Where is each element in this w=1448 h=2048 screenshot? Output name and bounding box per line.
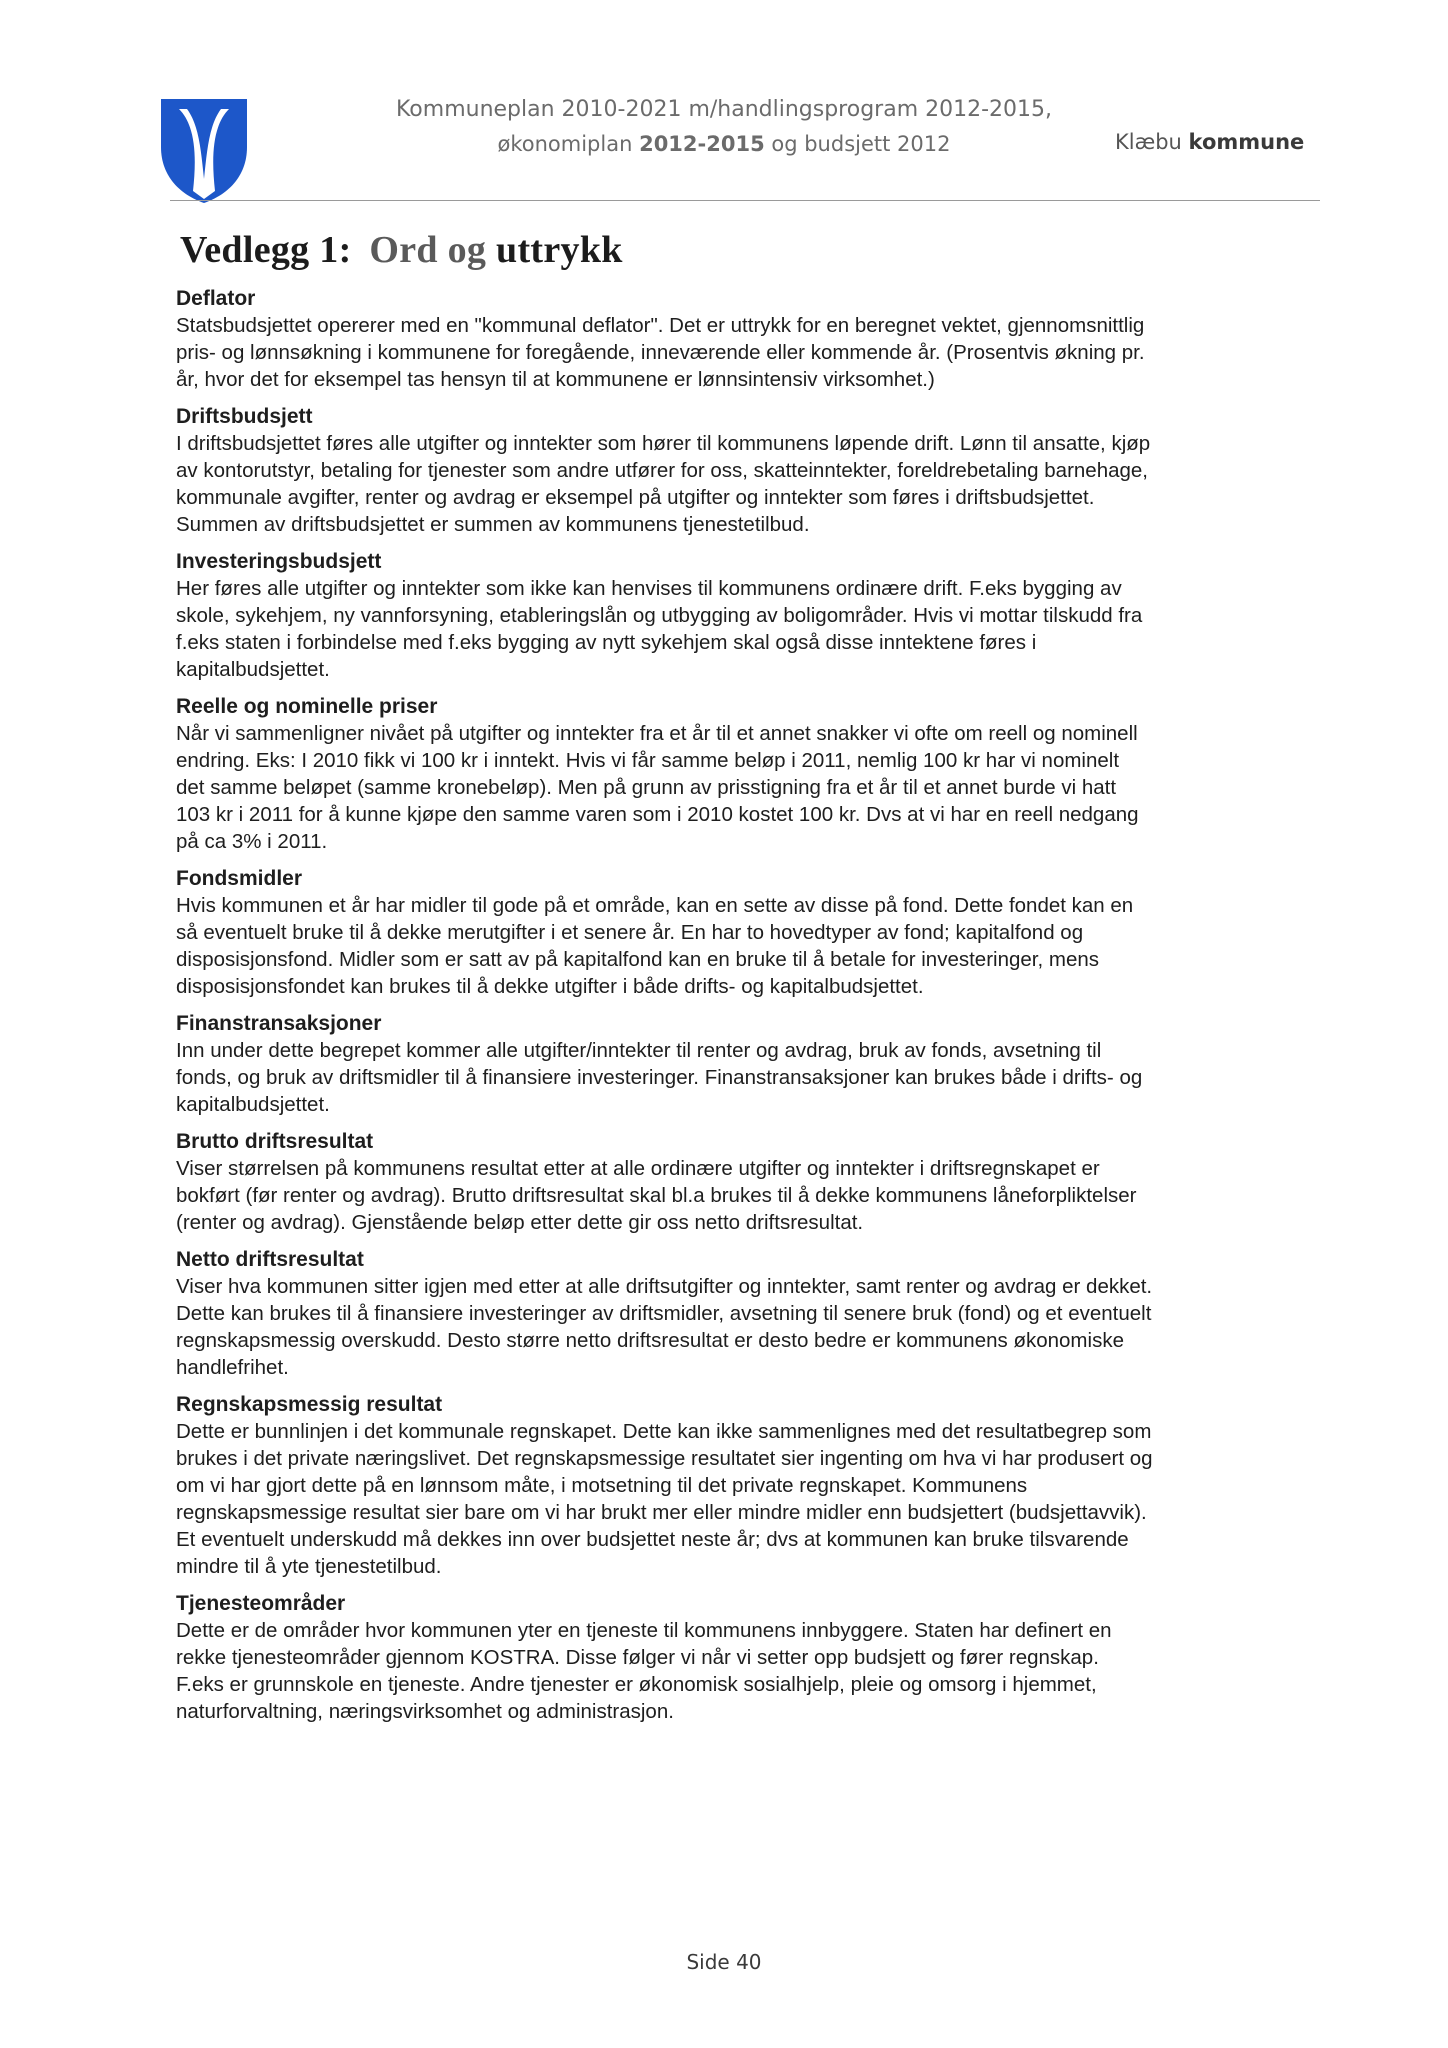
glossary-entry [176, 403, 1316, 538]
glossary-definition-line: regnskapsmessige resultat sier bare om vi har brukt mer eller mindre midler enn budsjettert (budsjettavvik). [176, 1501, 1147, 1524]
glossary-entry [176, 285, 1316, 393]
glossary-definition-line: disposisjonsfond. Midler som er satt av på kapitalfond kan en bruke til å betale for investeringer, mens [176, 948, 1099, 971]
glossary-entry [176, 865, 1316, 1000]
glossary-definition-line: brukes i det private næringslivet. Det regnskapsmessige resultatet sier ingenting om hva vi har produsert og [176, 1447, 1153, 1470]
page-header [0, 0, 1448, 205]
plan-title-line-2-prefix: økonomiplan [497, 132, 640, 156]
glossary-definition-line: på ca 3% i 2011. [176, 830, 328, 853]
page-number: Side 40 [686, 1950, 762, 1974]
glossary-definition-line: Summen av driftsbudsjettet er summen av kommunens tjenestetilbud. [176, 513, 810, 536]
glossary-entry [176, 548, 1316, 683]
header-divider [170, 200, 1320, 201]
glossary-definition-line: pris- og lønnsøkning i kommunene for foregående, inneværende eller kommende år. (Prosentvis økning pr. [176, 341, 1145, 364]
glossary-definition-line: Viser størrelsen på kommunens resultat etter at alle ordinære utgifter og inntekter i driftsregnskapet er [176, 1157, 1100, 1180]
plan-title-line-2-year: 2012 [897, 132, 951, 156]
municipality-name [1115, 130, 1315, 154]
plan-title-line-1: Kommuneplan 2010-2021 m/handlingsprogram 2012-2015, [395, 97, 1053, 122]
glossary-definition-line: f.eks staten i forbindelse med f.eks bygging av nytt sykehjem skal også disse inntektene føres i [176, 631, 1037, 654]
glossary-definition-line: mindre til å yte tjenestetilbud. [176, 1555, 442, 1578]
glossary-definition-line: (renter og avdrag). Gjenstående beløp etter dette gir oss netto driftsresultat. [176, 1211, 864, 1234]
glossary-entry [176, 1246, 1316, 1381]
glossary-entry [176, 693, 1316, 855]
glossary-list [176, 285, 1316, 1735]
glossary-definition-line: rekke tjenesteområder gjennom KOSTRA. Disse følger vi når vi setter opp budsjett og fører regnskap. [176, 1646, 1099, 1669]
glossary-definition-line: det samme beløpet (samme kronebeløp). Men på grunn av prisstigning fra et år til et annet burde vi hatt [176, 776, 1117, 799]
page-title-words: uttrykk [496, 229, 623, 271]
municipality-name-suffix: kommune [1188, 130, 1305, 154]
glossary-definition-line: kommunale avgifter, renter og avdrag er eksempel på utgifter og inntekter som føres i driftsbudsjettet. [176, 486, 1095, 509]
glossary-definition-line: disposisjonsfondet kan brukes til å dekke utgifter i både drifts- og kapitalbudsjettet. [176, 975, 924, 998]
glossary-term: Driftsbudsjett [176, 405, 313, 428]
glossary-entry [176, 1128, 1316, 1236]
glossary-definition-line: Dette er bunnlinjen i det kommunale regnskapet. Dette kan ikke sammenlignes med det resultatbegrep som [176, 1420, 1152, 1443]
glossary-definition-line: kapitalbudsjettet. [176, 658, 330, 681]
glossary-term: Reelle og nominelle priser [176, 695, 438, 718]
municipality-name-prefix: Klæbu [1115, 130, 1189, 154]
glossary-definition-line: Dette kan brukes til å finansiere investeringer av driftsmidler, avsetning til senere bruk (fond) og et eventuelt [176, 1302, 1152, 1325]
glossary-term: Netto driftsresultat [176, 1248, 364, 1271]
glossary-definition-line: skole, sykehjem, ny vannforsyning, etableringslån og utbygging av boligområder. Hvis vi mottar tilskudd fra [176, 604, 1143, 627]
glossary-definition-line: F.eks er grunnskole en tjeneste. Andre tjenester er økonomisk sosialhjelp, pleie og omsorg i hjemmet, [176, 1673, 1097, 1696]
glossary-term: Brutto driftsresultat [176, 1130, 374, 1153]
glossary-term: Regnskapsmessig resultat [176, 1393, 443, 1416]
glossary-definition-line: år, hvor det for eksempel tas hensyn til at kommunene er lønnsintensiv virksomhet.) [176, 368, 935, 391]
glossary-definition-line: kapitalbudsjettet. [176, 1093, 330, 1116]
glossary-definition-line: Når vi sammenligner nivået på utgifter og inntekter fra et år til et annet snakker vi ofte om reell og nominell [176, 722, 1138, 745]
page-title-appendix: Vedlegg 1: [180, 229, 352, 271]
glossary-term: Deflator [176, 287, 256, 310]
glossary-definition-line: Her føres alle utgifter og inntekter som ikke kan henvises til kommunens ordinære drift. F.eks bygging av [176, 577, 1122, 600]
page-title-words-faded: Ord og [369, 229, 487, 271]
glossary-definition-line: naturforvaltning, næringsvirksomhet og administrasjon. [176, 1700, 674, 1723]
plan-title-line-2-period: 2012-2015 [639, 132, 765, 156]
glossary-term: Tjenesteområder [176, 1592, 346, 1615]
glossary-definition-line: Dette er de områder hvor kommunen yter en tjeneste til kommunens innbyggere. Staten har definert en [176, 1619, 1112, 1642]
glossary-entry [176, 1391, 1316, 1580]
glossary-definition-line: I driftsbudsjettet føres alle utgifter og inntekter som hører til kommunens løpende drift. Lønn til ansatte, kjøp [176, 432, 1151, 455]
page-title [180, 228, 623, 272]
glossary-definition-line: endring. Eks: I 2010 fikk vi 100 kr i inntekt. Hvis vi får samme beløp i 2011, nemlig 100 kr har vi nominelt [176, 749, 1120, 772]
glossary-definition-line: om vi har gjort dette på en lønnsom måte, i motsetning til det private regnskapet. Kommunens [176, 1474, 1028, 1497]
glossary-definition-line: bokført (før renter og avdrag). Brutto driftsresultat skal bl.a brukes til å dekke kommunens låneforpliktelser [176, 1184, 1137, 1207]
glossary-entry [176, 1590, 1316, 1725]
glossary-definition-line: så eventuelt bruke til å dekke merutgifter i et senere år. En har to hovedtyper av fond; kapitalfond og [176, 921, 1084, 944]
glossary-term: Finanstransaksjoner [176, 1012, 382, 1035]
glossary-definition-line: Statsbudsjettet opererer med en "kommunal deflator". Det er uttrykk for en beregnet vektet, gjennomsnittlig [176, 314, 1145, 337]
glossary-definition-line: av kontorutstyr, betaling for tjenester som andre utfører for oss, skatteinntekter, foreldrebetaling barnehage, [176, 459, 1148, 482]
glossary-definition-line: 103 kr i 2011 for å kunne kjøpe den samme varen som i 2010 kostet 100 kr. Dvs at vi har en reell nedgang [176, 803, 1139, 826]
glossary-term: Investeringsbudsjett [176, 550, 382, 573]
glossary-definition-line: Inn under dette begrepet kommer alle utgifter/inntekter til renter og avdrag, bruk av fonds, avsetning til [176, 1039, 1102, 1062]
glossary-definition-line: Et eventuelt underskudd må dekkes inn over budsjettet neste år; dvs at kommunen kan bruke tilsvarende [176, 1528, 1129, 1551]
glossary-definition-line: Viser hva kommunen sitter igjen med etter at alle driftsutgifter og inntekter, samt renter og avdrag er dekket. [176, 1275, 1153, 1298]
glossary-term: Fondsmidler [176, 867, 303, 890]
glossary-definition-line: fonds, og bruk av driftsmidler til å finansiere investeringer. Finanstransaksjoner kan brukes både i drifts- og [176, 1066, 1143, 1089]
glossary-definition-line: handlefrihet. [176, 1356, 289, 1379]
glossary-definition-line: regnskapsmessig overskudd. Desto større netto driftsresultat er desto bedre er kommunens økonomiske [176, 1329, 1124, 1352]
glossary-definition-line: Hvis kommunen et år har midler til gode på et område, kan en sette av disse på fond. Dette fondet kan en [176, 894, 1134, 917]
glossary-entry [176, 1010, 1316, 1118]
plan-title-line-2-mid: og budsjett [764, 132, 898, 156]
